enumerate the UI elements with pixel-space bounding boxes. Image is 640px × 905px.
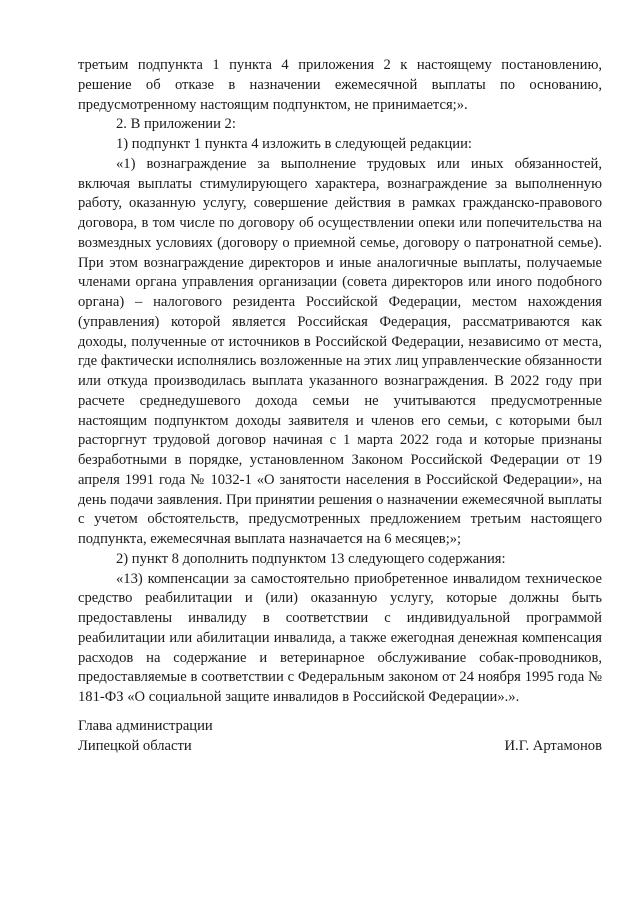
- signature-position-line1: Глава администрации: [78, 718, 213, 734]
- signature-block: [78, 717, 602, 757]
- signatory-name: И.Г. Артамонов: [504, 737, 602, 754]
- paragraph-continuation: третьим подпункта 1 пункта 4 приложения 2 к настоящему постановлению, решение об отказе в назначении ежемесячной выплаты по основанию, предусмотренному настоящим подпунктом, не принимается;».: [78, 57, 602, 113]
- paragraph-subitem-1-text: «1) вознаграждение за выполнение трудовых или иных обязанностей, включая выплаты стимулирующего характера, вознаграждение за выполненную работу, оказанную услугу, совершение действия в рамках гражданско-правового договора, в том числе по договору об осуществлении опеки или попечительства на возмездных условиях (договору о приемной семье, договору о патронатной семье). При этом вознаграждение директоров и иные аналогичные выплаты, получаемые членами органа управления организации (совета директоров или иного подобного органа) – налогового резидента Российской Федерации, местом нахождения (управления) которой является Российская Федерация, рассматриваются как доходы, полученные от источников в Российской Федерации, независимо от места, где фактически исполнялись возложенные на этих лиц управленческие обязанности или откуда производилась выплата указанного вознаграждения. В 2022 году при расчете среднедушевого дохода семьи не учитываются предусмотренные настоящим подпунктом доходы заявителя и членов его семьи, с которыми был расторгнут трудовой договор начиная с 1 марта 2022 года и которые признаны безработными в порядке, установленном Законом Российской Федерации от 19 апреля 1991 года № 1032-1 «О занятости населения в Российской Федерации», на день подачи заявления. При принятии решения о назначении ежемесячной выплаты с учетом обстоятельств, предусмотренных предложением третьим настоящего подпункта, ежемесячная выплата назначается на 6 месяцев;»;: [78, 155, 602, 547]
- signature-row-position: [78, 717, 602, 737]
- signature-position-line2: Липецкой области: [78, 737, 192, 754]
- paragraph-subitem-2-heading: 2) пункт 8 дополнить подпунктом 13 следующего содержания:: [116, 550, 506, 567]
- paragraph-item-2-heading: 2. В приложении 2:: [116, 116, 236, 133]
- signature-row-name: [78, 737, 602, 757]
- paragraph-subitem-13-text: «13) компенсации за самостоятельно приобретенное инвалидом техническое средство реабилитации и (или) оказанную услугу, которые должны быть предоставлены инвалиду в соответствии с индивидуальной программой реабилитации или абилитации инвалида, а также ежегодная денежная компенсация расходов на содержание и ветеринарное обслуживание собак-проводников, предоставляемые в соответствии с Федеральным законом от 24 ноября 1995 года № 181-ФЗ «О социальной защите инвалидов в Российской Федерации».».: [78, 570, 602, 705]
- document-body: [78, 56, 602, 708]
- paragraph-subitem-1-heading: 1) подпункт 1 пункта 4 изложить в следующей редакции:: [116, 136, 472, 152]
